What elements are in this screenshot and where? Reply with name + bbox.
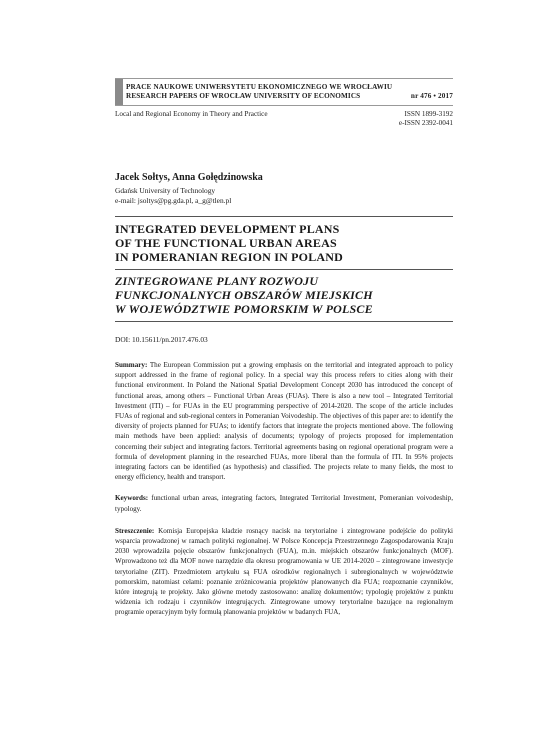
title-en-line: IN POMERANIAN REGION IN POLAND [115,250,344,264]
title-en-line: INTEGRATED DEVELOPMENT PLANS [115,222,340,236]
title-polish [115,274,453,316]
keywords-paragraph [115,493,453,513]
journal-header [115,78,453,106]
divider [115,321,453,322]
title-en-line: OF THE FUNCTIONAL URBAN AREAS [115,236,337,250]
doi: DOI: 10.15611/pn.2017.476.03 [115,335,208,344]
author-email: e-mail: jsoltys@pg.gda.pl, a_g@tlen.pl [115,196,232,205]
divider [115,216,453,217]
journal-name-row [126,92,453,101]
author-names: Jacek Sołtys, Anna Gołędzinowska [115,172,263,183]
issue-number: nr 476 • 2017 [410,92,453,100]
eissn: e-ISSN 2392-0041 [398,119,453,127]
header-gray-bar [115,79,123,105]
journal-name-pl: PRACE NAUKOWE UNIWERSYTETU EKONOMICZNEGO WE WROCŁAWIU [126,83,393,91]
streszczenie-text: Komisja Europejska kładzie rosnący nacisk na terytorialne i zintegrowane podejście do polityki wsparcia prowadzonej w ramach polityki regionalnej. W Polsce Koncepcja Przestrzennego Zagospodarowania Kraju 2030 wprowadziła pojęcie obszarów funkcjonalnych (FUA), m.in. miejskich obszarów funkcjonalnych (MOF). Wprowadzono też dla MOF nowe narzędzie dla okresu programowania w UE 2014-2020 – zintegrowane inwestycje terytorialne (ZIT). Przedmiotem artykułu są FUA ośrodków regionalnych i subregionalnych w województwie pomorskim, natomiast celami: poznanie zróżnicowania projektów planowanych dla FUA; rozpoznanie czynników, które integrują te projekty. Jako główne metody zastosowano: analizę dokumentów; typologię projektów z punktu widzenia ich rodzaju i czynników integrujących. Zintegrowane umowy terytorialne bazujące na regionalnym programie operacyjnym były formułą planowania projektów w badanych FUA, [115,526,453,617]
issn-block [399,110,453,128]
journal-meta [115,110,453,128]
divider [115,269,453,270]
author-affiliation: Gdańsk University of Technology [115,186,216,195]
series-title: Local and Regional Economy in Theory and Practice [115,110,268,118]
title-pl-line: W WOJEWÓDZTWIE POMORSKIM W POLSCE [115,302,373,316]
journal-name-en: RESEARCH PAPERS OF WROCŁAW UNIVERSITY OF ECONOMICS [126,92,361,100]
issn: ISSN 1899-3192 [404,110,453,118]
title-english [115,222,453,264]
keywords-text: functional urban areas, integrating factors, Integrated Territorial Investment, Pomeranian voivodeship, typology. [115,494,453,513]
streszczenie-label: Streszczenie: [115,526,155,535]
title-pl-line: ZINTEGROWANE PLANY ROZWOJU [115,274,319,288]
article-first-page [115,78,453,618]
journal-header-text [123,79,453,105]
keywords-label: Keywords: [115,494,149,503]
title-pl-line: FUNKCJONALNYCH OBSZARÓW MIEJSKICH [115,288,373,302]
streszczenie-paragraph [115,526,453,618]
summary-label: Summary: [115,361,148,369]
summary-paragraph [115,360,453,482]
summary-text: The European Commission put a growing emphasis on the territorial and integrated approach to policy support addressed in the frame of regional policy. In a special way this process refers to cities along with their functional environment. In Poland the National Spatial Development Concept 2030 has introduced the concept of functional areas, among others – Functional Urban Areas (FUAs). There is also a new tool – Integrated Territorial Investment (ITI) – for FUAs in the EU programming perspective of 2014-2020. The scope of the article includes FUAs of regional and sub-regional centers in Pomeranian Voivodeship. The objectives of this paper are: to identify the diversity of projects planned for FUAs; to identify factors that integrate the projects mentioned above. The following main methods have been applied: analysis of documents; typology of projects proposed for implementation concerning their subject and integrating factors. Territorial agreements basing on regional operational program were a formula of development planning in the researched FUAs, more liberal than the formula of ITI. In 95% projects integrating factors can be identified (as hypothesis) and classified. The projects relate to many fields, the most to energy efficiency, health and transport. [115,361,453,482]
